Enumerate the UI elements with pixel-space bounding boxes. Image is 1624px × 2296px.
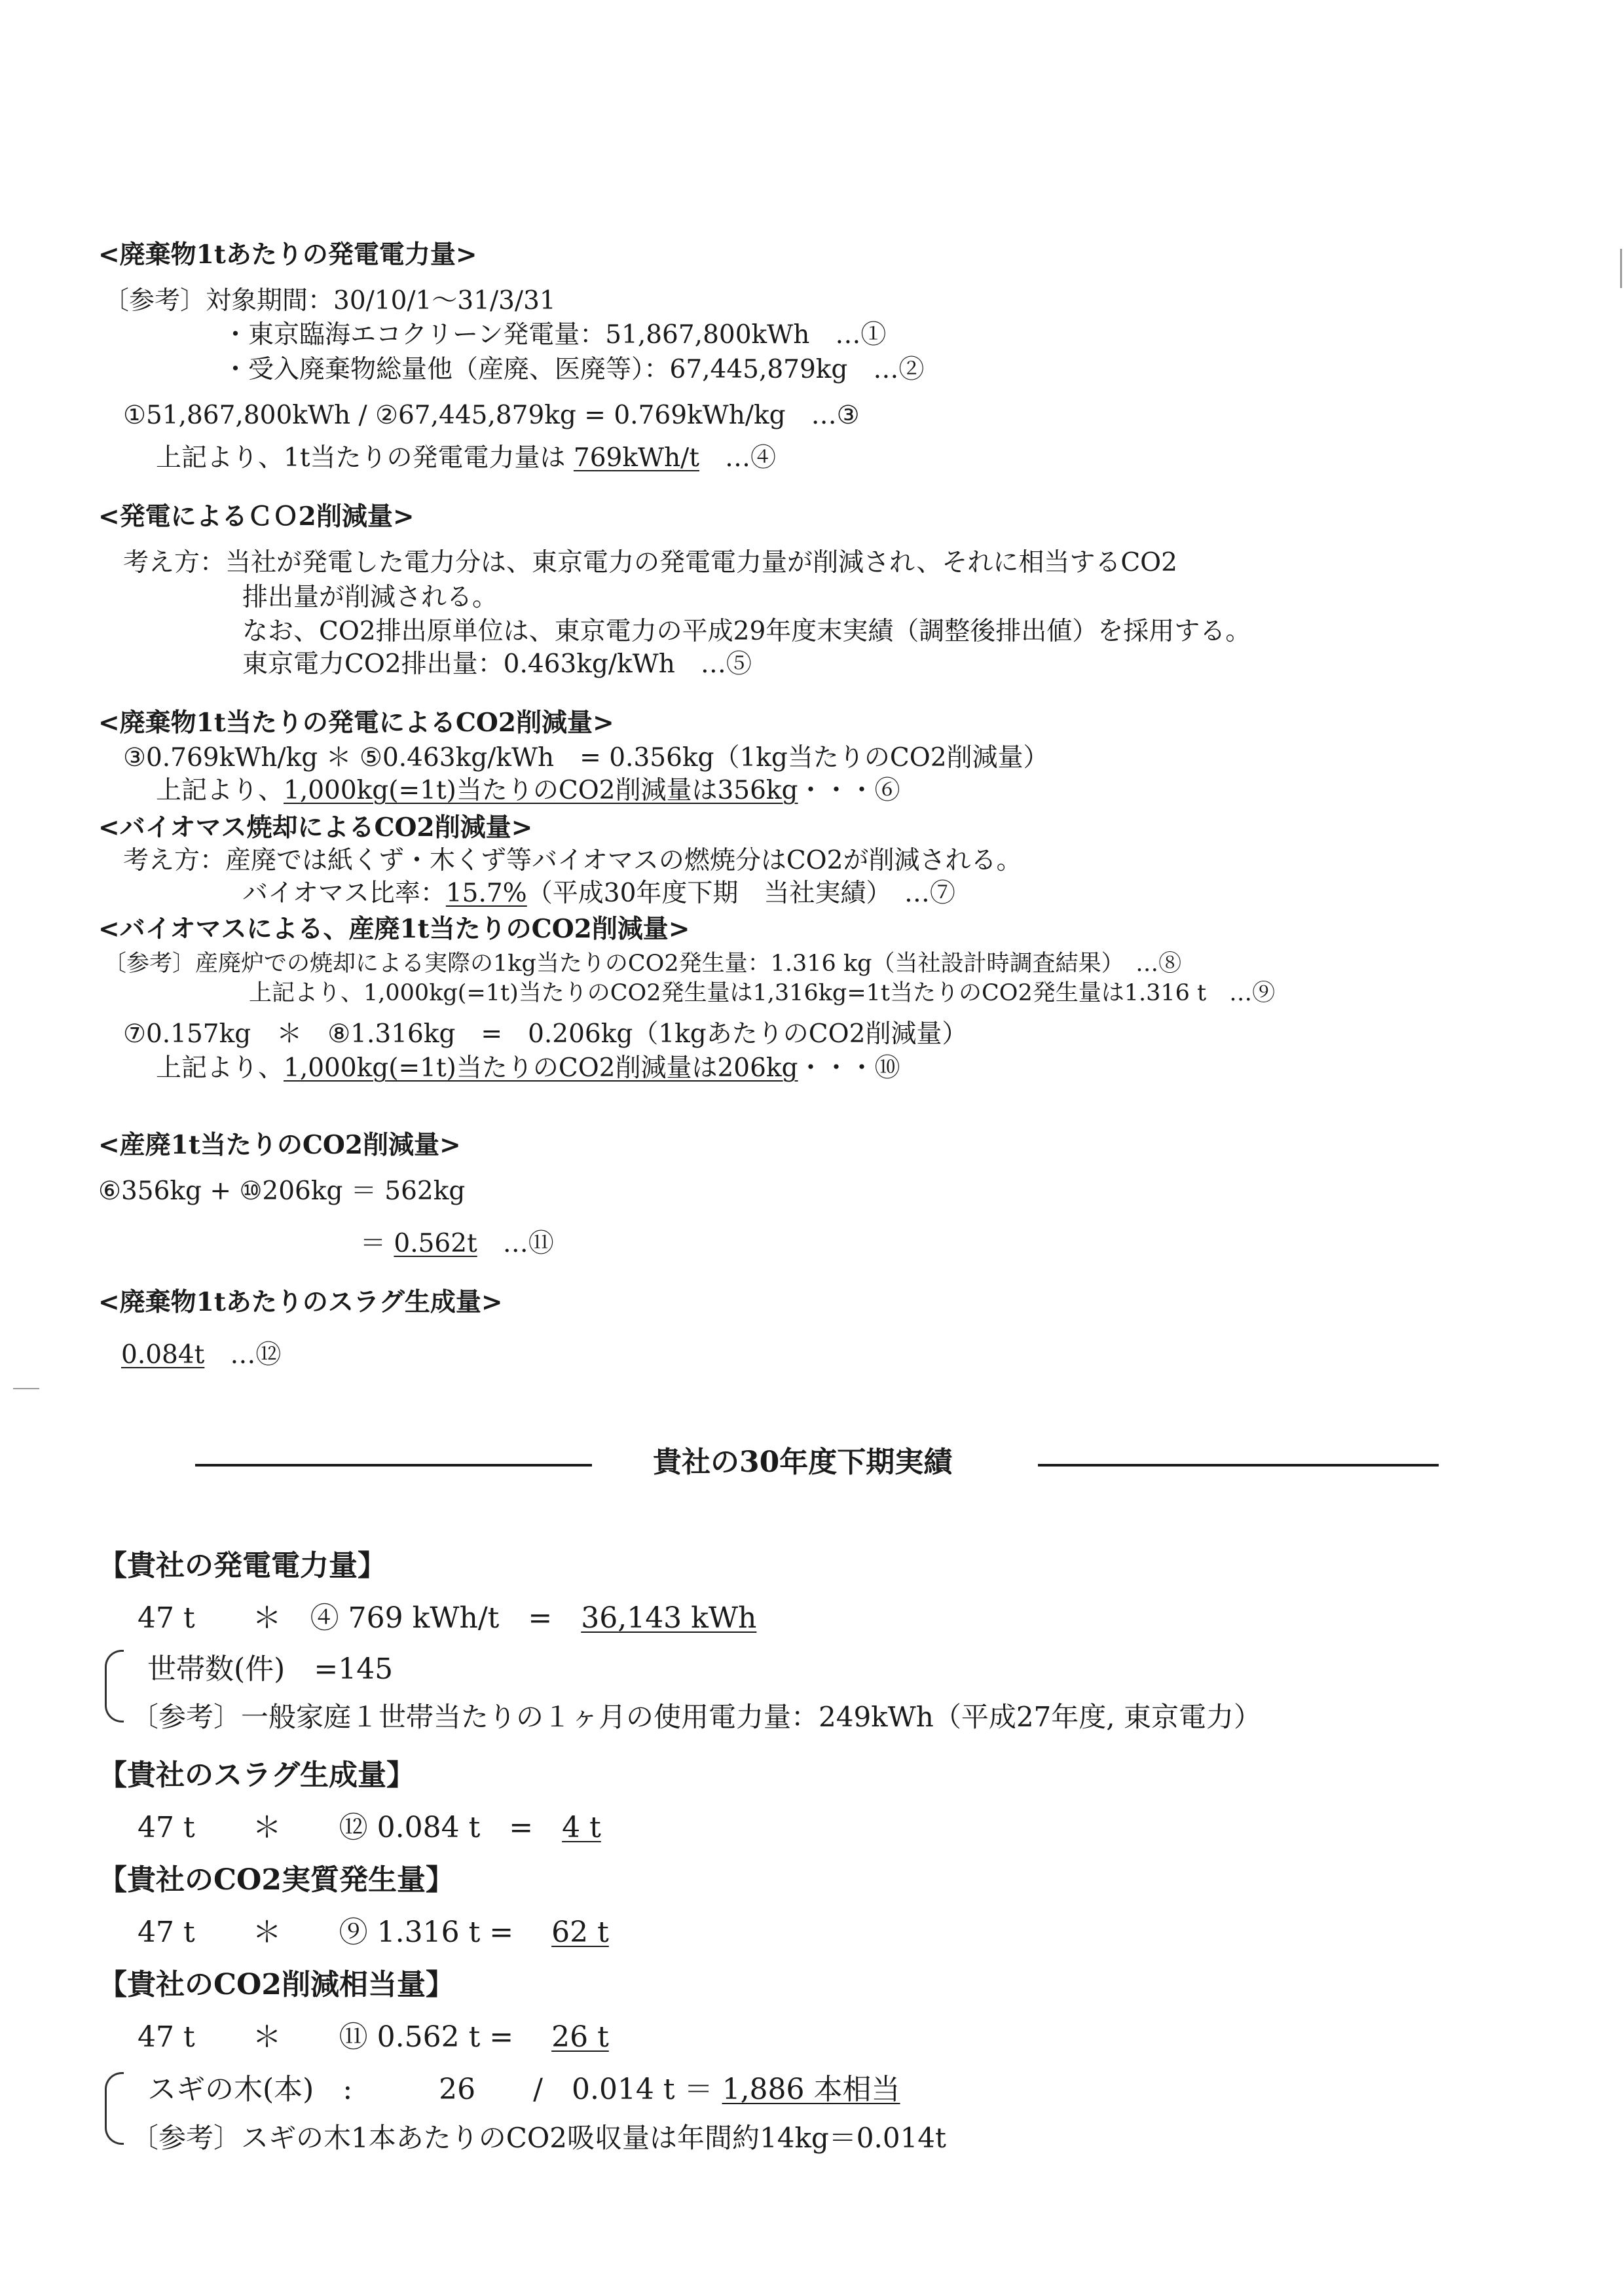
- conclusion-text: 上記より、: [156, 1053, 284, 1083]
- reference-generation-amount: ・東京臨海エコクリーン発電量：51,867,800kWh …①: [223, 320, 887, 350]
- scan-edge-mark: [13, 1388, 39, 1389]
- reference-actual-co2-generation: 〔参考〕産廃炉での焼却による実際の1kg当たりのCO2発生量：1.316 kg（当社設計時調査結果） …⑧: [103, 951, 1182, 977]
- brace-cedar: [105, 2072, 124, 2145]
- divider-line-right: [1038, 1464, 1439, 1467]
- ref-mark-12: …⑫: [204, 1340, 282, 1370]
- value-62t: 62 t: [551, 1916, 609, 1949]
- ref-mark-4: …④: [699, 443, 776, 473]
- value-356kg: 1,000kg(=1t)当たりのCO2削減量は356kg: [284, 776, 798, 805]
- ref-mark-11: …⑪: [477, 1229, 554, 1258]
- ref-mark-6: ・・・⑥: [798, 776, 900, 805]
- calc-expression: 47 t ＊ ⑪ 0.562 t =: [138, 2020, 552, 2054]
- section-heading-co2-reduction-per-ton: <廃棄物1t当たりの発電によるCO2削減量>: [98, 708, 614, 738]
- calc-expression: 47 t ＊ ⑫ 0.084 t =: [138, 1811, 563, 1844]
- value-769kwh-per-t: 769kWh/t: [573, 443, 699, 473]
- equals-sign: ＝: [360, 1229, 394, 1258]
- calc-biomass-co2-per-kg: ⑦0.157kg ＊ ⑧1.316kg = 0.206kg（1kgあたりのCO2削減量）: [123, 1019, 968, 1049]
- reference-period: 〔参考〕対象期間：30/10/1～31/3/31: [103, 286, 556, 316]
- calc-co2-actual-generation: [138, 1918, 609, 1947]
- calc-expression: 47 t ＊ ⑨ 1.316 t =: [138, 1916, 552, 1949]
- concept-line-1: 考え方：当社が発電した電力分は、東京電力の発電電力量が削減され、それに相当するCO2: [123, 548, 1177, 577]
- conclusion-text: 上記より、1t当たりの発電電力量は: [156, 443, 574, 473]
- results-title: 貴社の30年度下期実績: [653, 1446, 953, 1479]
- section-heading-slag-per-ton: <廃棄物1tあたりのスラグ生成量>: [98, 1287, 503, 1317]
- biomass-concept: 考え方：産廃では紙くず・木くず等バイオマスの燃焼分はCO2が削減される。: [123, 846, 1022, 875]
- household-count: 世帯数(件) =145: [147, 1652, 394, 1686]
- section-heading-generation-per-ton: <廃棄物1tあたりの発電電力量>: [98, 240, 477, 270]
- calc-expression: 47 t ＊ ④ 769 kWh/t =: [138, 1601, 581, 1635]
- value-15-7-percent: 15.7%: [445, 879, 527, 908]
- heading-co2-actual-generation: 【貴社のCO2実質発生量】: [98, 1863, 454, 1897]
- section-heading-co2-reduction-by-generation: <発電によるＣＯ2削減量>: [98, 501, 415, 532]
- conclusion-kwh-per-ton: [156, 445, 776, 471]
- value-206kg: 1,000kg(=1t)当たりのCO2削減量は206kg: [284, 1053, 798, 1083]
- reference-cedar-absorption: 〔参考〕スギの木1本あたりのCO2吸収量は年間約14kg＝0.014t: [131, 2122, 946, 2154]
- value-4t: 4 t: [562, 1811, 601, 1844]
- section-heading-biomass-co2-per-ton: <バイオマスによる、産廃1t当たりのCO2削減量>: [98, 914, 690, 944]
- concept-line-2: 排出量が削減される。: [242, 583, 498, 612]
- reference-household-usage: 〔参考〕一般家庭１世帯当たりの１ヶ月の使用電力量：249kWh（平成27年度, 東京電力）: [131, 1701, 1261, 1733]
- value-0-562t: 0.562t: [394, 1229, 477, 1258]
- slag-per-ton-value: [121, 1342, 281, 1368]
- calc-sum-562kg: ⑥356kg + ⑩206kg ＝ 562kg: [98, 1176, 466, 1206]
- brace-generation: [105, 1650, 124, 1722]
- biomass-ratio-note: （平成30年度下期 当社実績） …⑦: [526, 879, 955, 908]
- calc-kwh-per-kg: ①51,867,800kWh / ②67,445,879kg = 0.769kWh/kg …③: [123, 401, 860, 430]
- calc-co2-per-kg: ③0.769kWh/kg ＊ ⑤0.463kg/kWh = 0.356kg（1kg当たりのCO2削減量）: [123, 743, 1049, 773]
- conclusion-206kg: [156, 1055, 900, 1081]
- heading-slag-amount: 【貴社のスラグ生成量】: [98, 1758, 415, 1792]
- value-0-084t: 0.084t: [121, 1340, 205, 1370]
- cedar-tree-equivalent: [147, 2075, 900, 2104]
- value-1886-trees: 1,886 本相当: [722, 2073, 900, 2106]
- heading-generation-amount: 【貴社の発電電力量】: [98, 1549, 386, 1582]
- tepco-emission-factor: 東京電力CO2排出量：0.463kg/kWh …⑤: [242, 649, 752, 679]
- divider-line-left: [195, 1464, 592, 1467]
- scan-edge-mark: [1620, 249, 1622, 288]
- ref-mark-10: ・・・⑩: [798, 1053, 900, 1083]
- biomass-ratio-label: バイオマス比率：: [242, 879, 446, 908]
- section-heading-co2-reduction-per-ton-total: <産廃1t当たりのCO2削減量>: [98, 1130, 461, 1160]
- reference-waste-total: ・受入廃棄物総量他（産廃、医廃等）：67,445,879kg …②: [223, 355, 925, 384]
- cedar-calc: スギの木(本) : 26 / 0.014 t ＝: [147, 2073, 722, 2106]
- conclusion-356kg: [156, 778, 900, 803]
- calc-co2-reduction-equivalent: [138, 2020, 609, 2054]
- value-26t: 26 t: [551, 2020, 609, 2054]
- result-0-562t: [360, 1231, 554, 1256]
- conclusion-text: 上記より、: [156, 776, 284, 805]
- heading-co2-reduction-equivalent: 【貴社のCO2削減相当量】: [98, 1968, 454, 2001]
- calc-slag-amount: [138, 1813, 601, 1842]
- biomass-ratio: [242, 881, 955, 906]
- concept-line-3: なお、CO2排出原単位は、東京電力の平成29年度末実績（調整後排出値）を採用する。: [242, 617, 1251, 646]
- conclusion-co2-generation-per-ton: 上記より、1,000kg(=1t)当たりのCO2発生量は1,316kg=1t当たりのCO2発生量は1.316 t …⑨: [249, 980, 1276, 1006]
- section-heading-biomass-incineration: <バイオマス焼却によるCO2削減量>: [98, 812, 533, 843]
- value-36143-kwh: 36,143 kWh: [581, 1601, 757, 1635]
- calc-generation-amount: [138, 1601, 757, 1635]
